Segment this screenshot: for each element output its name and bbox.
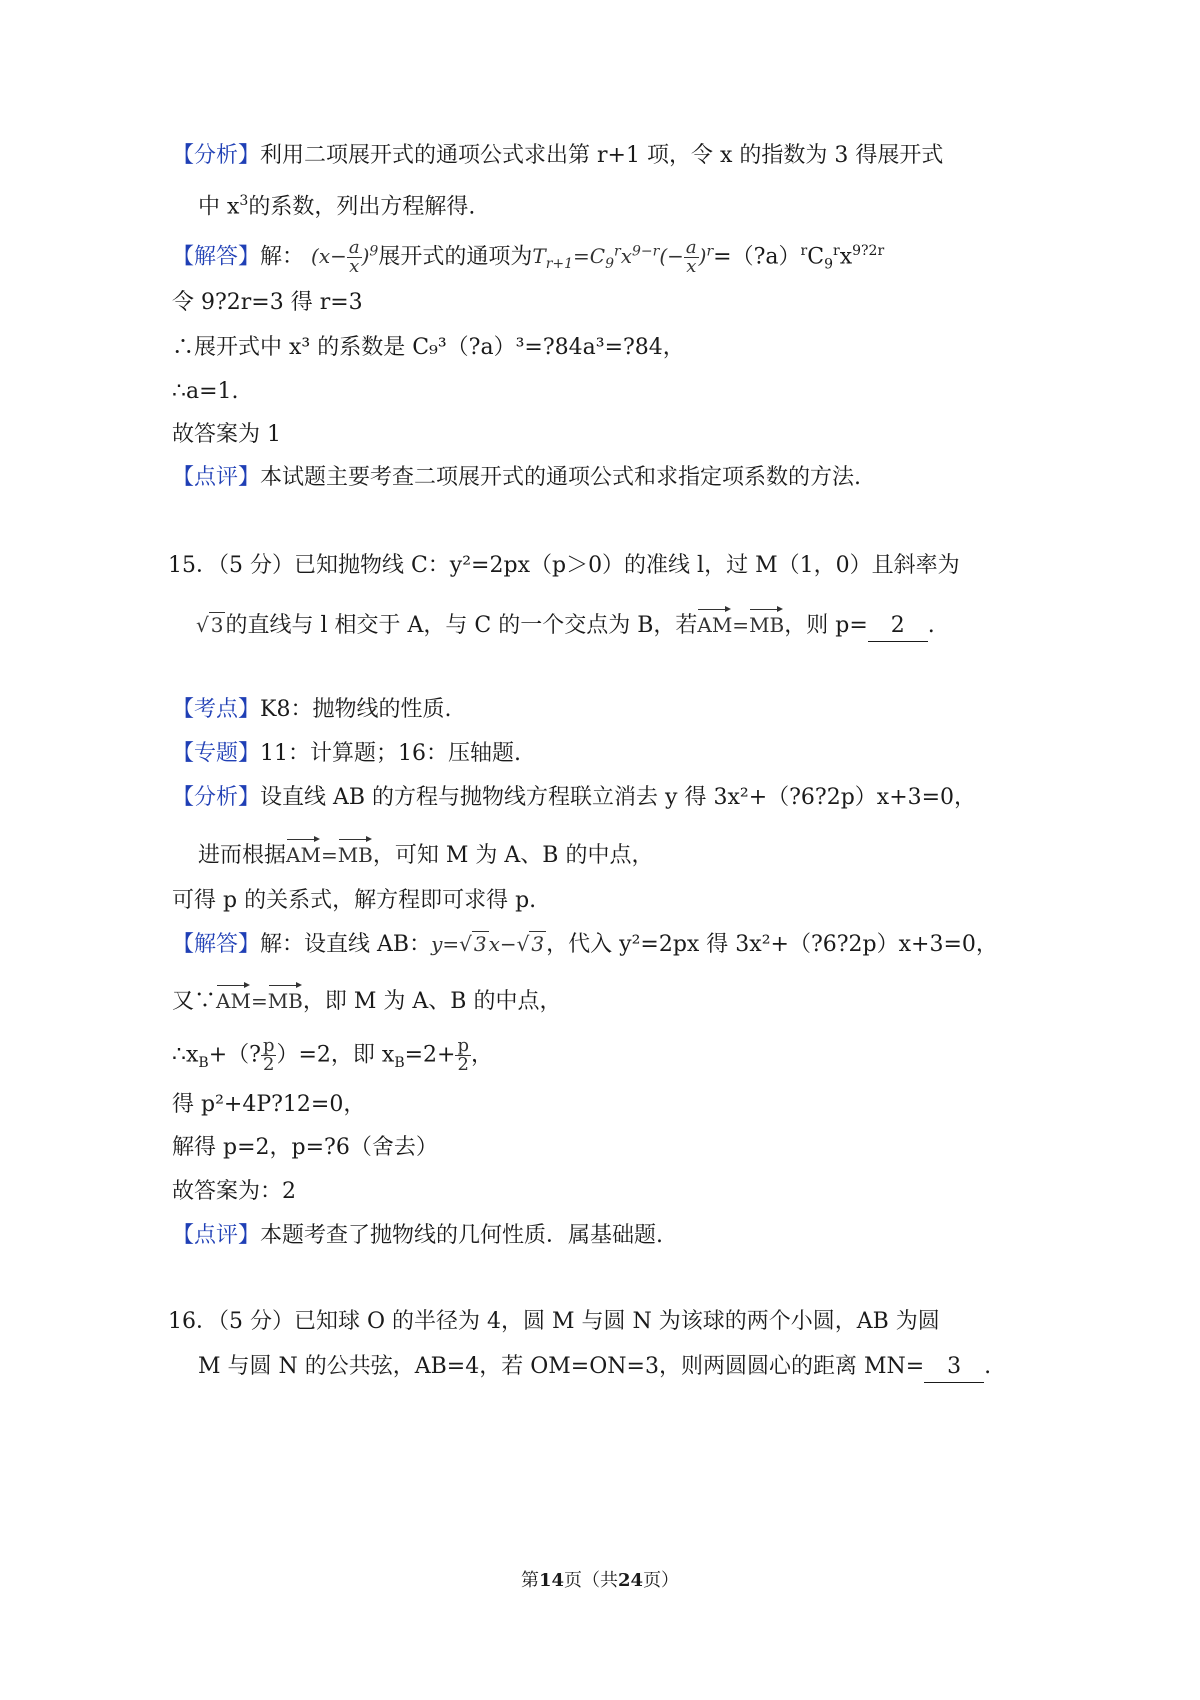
q15-step5: 解得 p=2，p=?6（舍去） (172, 1135, 438, 1160)
q14-analysis-line1: 【分析】利用二项展开式的通项公式求出第 r+1 项，令 x 的指数为 3 得展开式 (172, 143, 944, 168)
q15-answer-blank: 2 (868, 611, 928, 642)
q14-analysis-line2: 中 $x^3$的系数，列出方程解得. (198, 193, 476, 220)
q15-stem-line1: 15．（5 分）已知抛物线 C：y²=2px（p＞0）的准线 l，过 M（1，0）且斜率为 (168, 553, 960, 578)
q15-step4: 得 p²+4P?12=0， (172, 1092, 366, 1117)
q16-stem-line2: M 与圆 N 的公共弦，AB=4，若 OM=ON=3，则两圆圆心的距离 MN= 3 . (198, 1352, 991, 1383)
total-page-count: 24 (618, 1570, 644, 1591)
vector-MB: MB (268, 980, 303, 1016)
q15-analysis-line2: 进而根据AM=MB，可知 M 为 A、B 的中点， (198, 834, 653, 871)
q15-solution-line3: $\therefore x_B+$（? $\frac{p}{2}$ ）=2，即 $x_B=2+$ $\frac{p}{2}$ ， (172, 1035, 494, 1075)
q15-comment-line: 【点评】本题考查了抛物线的几何性质．属基础题. (172, 1223, 664, 1248)
vector-MB: MB (749, 604, 784, 640)
binomial-formula: (x− $\frac{a}{x}$ )$^9$ (311, 237, 379, 278)
q15-knowledge-line: 【考点】K8：抛物线的性质. (172, 697, 452, 722)
q16-stem-line1: 16．（5 分）已知球 O 的半径为 4，圆 M 与圆 N 为该球的两个小圆，AB 为圆 (168, 1309, 940, 1334)
q14-step2: ∴展开式中 x³ 的系数是 C₉³（?a）³=?84a³=?84， (172, 335, 685, 360)
comment-tag: 【点评】 (172, 1223, 261, 1248)
q15-solution-line1: 【解答】解：设直线 AB：y=√ 3 x−√ 3，代入 y²=2px 得 3x²+（?6?2p）x+3=0， (172, 932, 998, 957)
vector-AM: AM (286, 834, 321, 870)
p-over-2-fraction: $\frac{p}{2}$ (457, 1035, 470, 1075)
q15-solution-line2: 又∵AM=MB，即 M 为 A、B 的中点， (172, 980, 561, 1017)
solution-tag: 【解答】 (172, 244, 261, 270)
vector-AM: AM (216, 980, 251, 1016)
vector-AM: AM (697, 604, 732, 640)
q15-topic-line: 【专题】11：计算题；16：压轴题. (172, 741, 521, 766)
q14-comment-line: 【点评】本试题主要考查二项展开式的通项公式和求指定项系数的方法. (172, 465, 862, 490)
q15-stem-line2: √ 3的直线与 l 相交于 A，与 C 的一个交点为 B，若AM=MB，则 p= 2 . (196, 604, 935, 642)
p-over-2-fraction: $\frac{p}{2}$ (262, 1035, 275, 1075)
knowledge-tag: 【考点】 (172, 697, 261, 722)
q16-answer-blank: 3 (924, 1352, 984, 1383)
q15-step6: 故答案为：2 (172, 1179, 296, 1204)
q14-solution-line: 【解答】解： (x− $\frac{a}{x}$ )$^9$展开式的通项为$T_{r+1}=C_9^rx^{9-r}(-$ $\frac{a}{x}$ )$^r=(?a)^rC_9^rx^{9?2r}$ (172, 237, 885, 278)
topic-tag: 【专题】 (172, 741, 261, 766)
general-term-formula: $T_{r+1}=C_9^rx^{9-r}(-$ $\frac{a}{x}$ )$^r$ (532, 237, 714, 278)
vector-MB: MB (338, 834, 373, 870)
comment-tag: 【点评】 (172, 465, 261, 490)
line-equation: y=√ 3 x−√ 3 (431, 932, 545, 956)
analysis-tag: 【分析】 (172, 785, 261, 810)
current-page-number: 14 (538, 1570, 564, 1591)
page-footer: 第14页（共24页） (520, 1570, 680, 1591)
q14-step4: 故答案为 1 (172, 422, 281, 447)
q15-analysis-line1: 【分析】设直线 AB 的方程与抛物线方程联立消去 y 得 3x²+（?6?2p）x+3=0， (172, 785, 977, 810)
q15-analysis-line3: 可得 p 的关系式，解方程即可求得 p. (172, 888, 537, 913)
q14-step3: ∴a=1. (172, 379, 239, 404)
q14-step1: 令 9?2r=3 得 r=3 (172, 290, 363, 315)
sqrt3-symbol: √ 3 (196, 613, 224, 637)
analysis-tag: 【分析】 (172, 143, 261, 168)
solution-tag: 【解答】 (172, 932, 261, 957)
